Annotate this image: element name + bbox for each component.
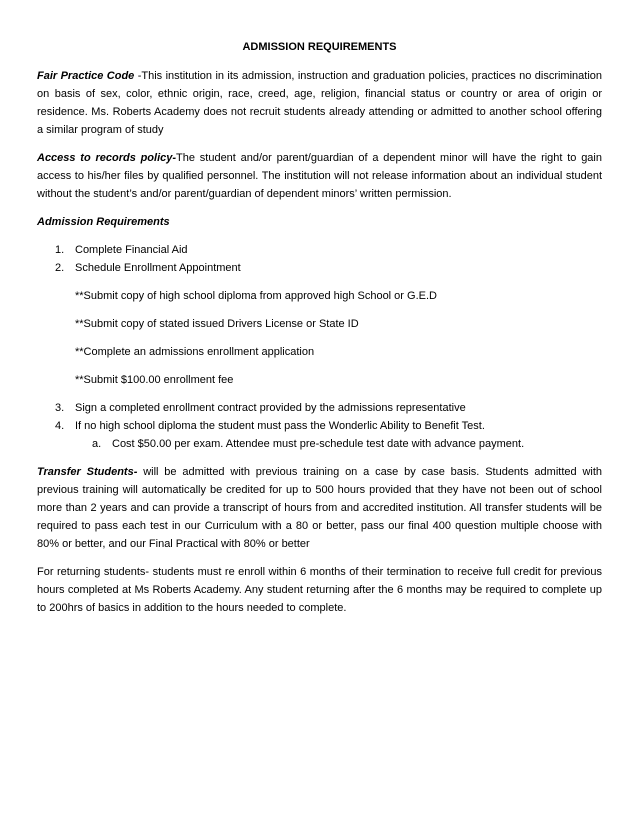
sub-item: **Complete an admissions enrollment application: [75, 346, 315, 358]
page-title: ADMISSION REQUIREMENTS: [242, 41, 397, 53]
list-item-number: 1.: [55, 244, 65, 256]
list-item-text: Complete Financial Aid: [75, 244, 188, 256]
fair-practice-text: -This institution in its admission, instruction and graduation policies, practices no discrimination on basis of sex, color, ethnic origin, race, creed, age, religion, financial status or country or area of origin or residence. Ms. Roberts Academy does not recruit students already attending or admitted to another school offering a similar program of study: [37, 70, 602, 136]
transfer-students-paragraph: [37, 463, 602, 553]
list-item-text: If no high school diploma the student must pass the Wonderlic Ability to Benefit Test.: [75, 420, 485, 432]
submission-sublist: [75, 287, 602, 389]
fair-practice-paragraph: [37, 67, 602, 139]
list-item-text: Schedule Enrollment Appointment: [75, 262, 241, 274]
list-item: [55, 259, 602, 277]
list-item-number: 3.: [55, 402, 65, 414]
sub-item: **Submit copy of high school diploma from approved high School or G.E.D: [75, 290, 437, 302]
sub-sub-item-letter: a.: [92, 438, 102, 450]
requirements-list: [37, 241, 602, 277]
transfer-students-text: will be admitted with previous training on a case by case basis. Students admitted with previous training will automatically be credited for up to 500 hours provided that they have not been out of school more than 2 years and can provide a transcript of hours from and accredited institution. All transfer students will be required to pass each test in our Curriculum with a 80 or better, pass our final 400 question multiple choose with 80% or better, and our Final Practical with 80% or better: [37, 466, 603, 550]
sub-item: **Submit copy of stated issued Drivers License or State ID: [75, 318, 359, 330]
transfer-students-lead: Transfer Students-: [37, 466, 138, 478]
access-records-text: The student and/or parent/guardian of a dependent minor will have the right to gain access to his/her files by qualified personnel. The institution will not release information about an individual student without the student’s and/or parent/guardian of dependent minors’ written permission.: [37, 152, 602, 200]
admission-requirements-heading: Admission Requirements: [37, 216, 170, 228]
list-item-number: 4.: [55, 420, 65, 432]
sub-item: **Submit $100.00 enrollment fee: [75, 374, 234, 386]
sub-sub-item-text: Cost $50.00 per exam. Attendee must pre-schedule test date with advance payment.: [112, 438, 525, 450]
list-item: [55, 241, 602, 259]
list-item-number: 2.: [55, 262, 65, 274]
access-records-paragraph: [37, 149, 602, 203]
returning-students-paragraph: For returning students- students must re enroll within 6 months of their termination to receive full credit for previous hours completed at Ms Roberts Academy. Any student returning after the 6 months may be required to complete up to 200hrs of basics in addition to the hours needed to complete.: [37, 566, 602, 614]
fair-practice-lead: Fair Practice Code: [37, 70, 135, 82]
list-item-text: Sign a completed enrollment contract provided by the admissions representative: [75, 402, 466, 414]
access-records-lead: Access to records policy-: [37, 152, 177, 164]
requirements-list-continued: [37, 399, 602, 435]
sub-sub-item: [92, 435, 602, 453]
list-item: [55, 399, 602, 417]
list-item: [55, 417, 602, 435]
